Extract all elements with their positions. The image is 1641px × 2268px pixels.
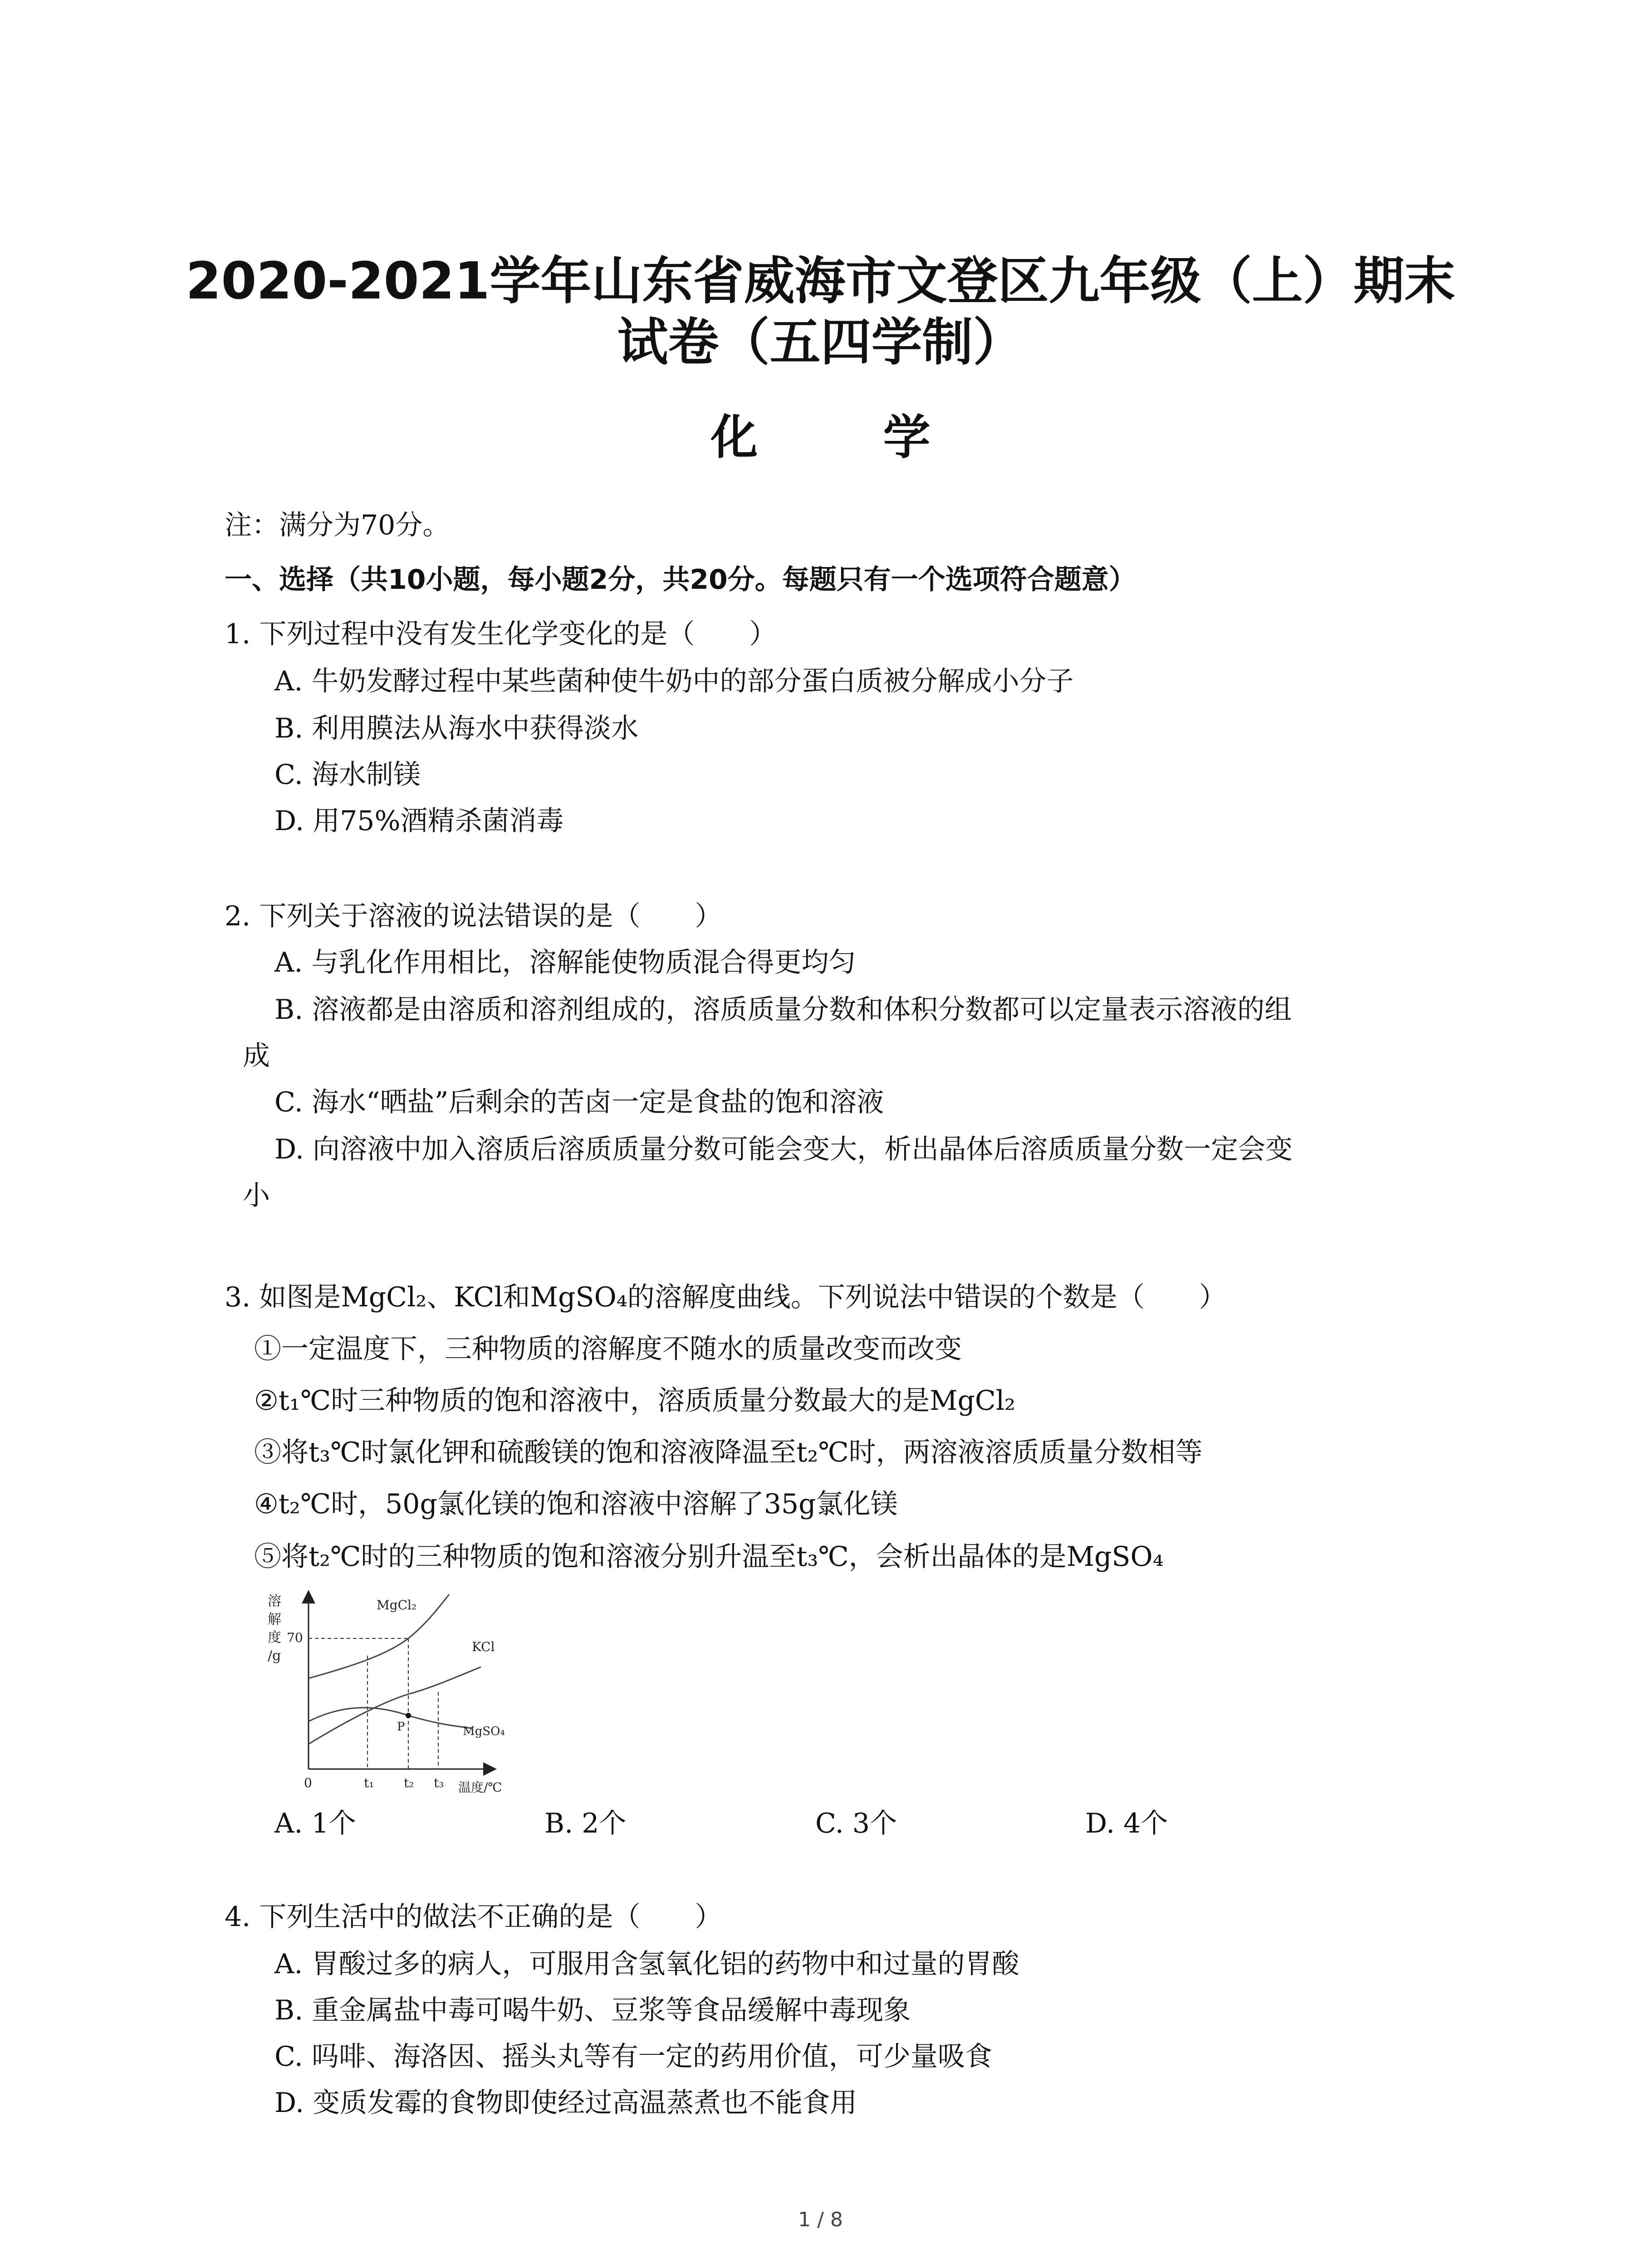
question-4-option-b: B. 重金属盐中毒可喝牛奶、豆浆等食品缓解中毒现象 — [274, 1994, 911, 2026]
kcl-curve — [309, 1667, 481, 1744]
question-3-stem: 3. 如图是MgCl₂、KCl和MgSO₄的溶解度曲线。下列说法中错误的个数是（ ） — [225, 1281, 1226, 1313]
y-axis-label-char-1: 溶 — [268, 1593, 281, 1609]
question-3-statement-5: ⑤将t₂℃时的三种物质的饱和溶液分别升温至t₃℃，会析出晶体的是MgSO₄ — [254, 1541, 1164, 1573]
point-p — [406, 1713, 411, 1718]
score-note: 注：满分为70分。 — [225, 509, 450, 541]
question-3-option-a: A. 1个 — [274, 1808, 356, 1839]
y-tick-70: 70 — [287, 1630, 303, 1645]
question-2-option-d-continued: 小 — [243, 1180, 270, 1212]
x-axis-label: 温度/℃ — [458, 1780, 502, 1795]
mgso4-curve — [309, 1708, 472, 1728]
series-label-mgso4: MgSO₄ — [463, 1725, 505, 1738]
section-heading: 一、选择（共10小题，每小题2分，共20分。每题只有一个选项符合题意） — [225, 564, 1136, 596]
question-3-statement-4: ④t₂℃时，50g氯化镁的饱和溶液中溶解了35g氯化镁 — [254, 1488, 898, 1520]
series-label-mgcl2: MgCl₂ — [377, 1598, 417, 1613]
question-3-option-b: B. 2个 — [544, 1808, 627, 1839]
question-1-option-b: B. 利用膜法从海水中获得淡水 — [274, 713, 639, 744]
y-axis-label-char-3: 度 — [268, 1630, 281, 1646]
question-3-statement-2: ②t₁℃时三种物质的饱和溶液中，溶质质量分数最大的是MgCl₂ — [254, 1385, 1016, 1417]
document-title-line2: 试卷（五四学制） — [617, 313, 1024, 372]
question-2-option-a: A. 与乳化作用相比，溶解能使物质混合得更均匀 — [274, 947, 856, 978]
question-2-option-c: C. 海水“晒盐”后剩余的苦卤一定是食盐的饱和溶液 — [274, 1086, 884, 1118]
x-tick-t3: t₃ — [434, 1775, 444, 1790]
question-2-option-b-continued: 成 — [243, 1040, 270, 1072]
y-axis-label-char-4: /g — [268, 1648, 281, 1664]
question-3-statement-3: ③将t₃℃时氯化钾和硫酸镁的饱和溶液降温至t₂℃时，两溶液溶质质量分数相等 — [254, 1437, 1203, 1468]
question-4-option-a: A. 胃酸过多的病人，可服用含氢氧化铝的药物中和过量的胃酸 — [274, 1948, 1019, 1980]
series-label-kcl: KCl — [472, 1639, 495, 1654]
question-4-option-d: D. 变质发霉的食物即使经过高温蒸煮也不能食用 — [274, 2087, 857, 2119]
question-3-statement-1: ①一定温度下，三种物质的溶解度不随水的质量改变而改变 — [254, 1333, 962, 1365]
question-1-stem: 1. 下列过程中没有发生化学变化的是（ ） — [225, 618, 777, 650]
x-tick-t2: t₂ — [404, 1775, 414, 1790]
origin-label: 0 — [304, 1775, 312, 1790]
question-3-option-c: C. 3个 — [815, 1808, 897, 1839]
page-number: 1 / 8 — [798, 2208, 843, 2231]
y-axis-label-char-2: 解 — [268, 1612, 281, 1628]
subject-heading: 化 学 — [710, 410, 985, 465]
question-1-option-c: C. 海水制镁 — [274, 759, 421, 791]
question-4-stem: 4. 下列生活中的做法不正确的是（ ） — [225, 1901, 722, 1933]
question-3-option-d: D. 4个 — [1085, 1808, 1168, 1839]
question-2-stem: 2. 下列关于溶液的说法错误的是（ ） — [225, 900, 722, 932]
x-tick-t1: t₁ — [364, 1775, 374, 1790]
point-p-label: P — [397, 1720, 405, 1734]
question-1-option-a: A. 牛奶发酵过程中某些菌种使牛奶中的部分蛋白质被分解成小分子 — [274, 665, 1074, 697]
question-1-option-d: D. 用75%酒精杀菌消毒 — [274, 805, 564, 837]
document-title-line1: 2020-2021学年山东省威海市文登区九年级（上）期末 — [186, 252, 1455, 311]
question-4-option-c: C. 吗啡、海洛因、摇头丸等有一定的药用价值，可少量吸食 — [274, 2041, 992, 2072]
solubility-curve-figure — [236, 1588, 563, 1796]
question-2-option-d: D. 向溶液中加入溶质后溶质质量分数可能会变大，析出晶体后溶质质量分数一定会变 — [274, 1134, 1293, 1165]
question-2-option-b: B. 溶液都是由溶质和溶剂组成的，溶质质量分数和体积分数都可以定量表示溶液的组 — [274, 994, 1292, 1026]
